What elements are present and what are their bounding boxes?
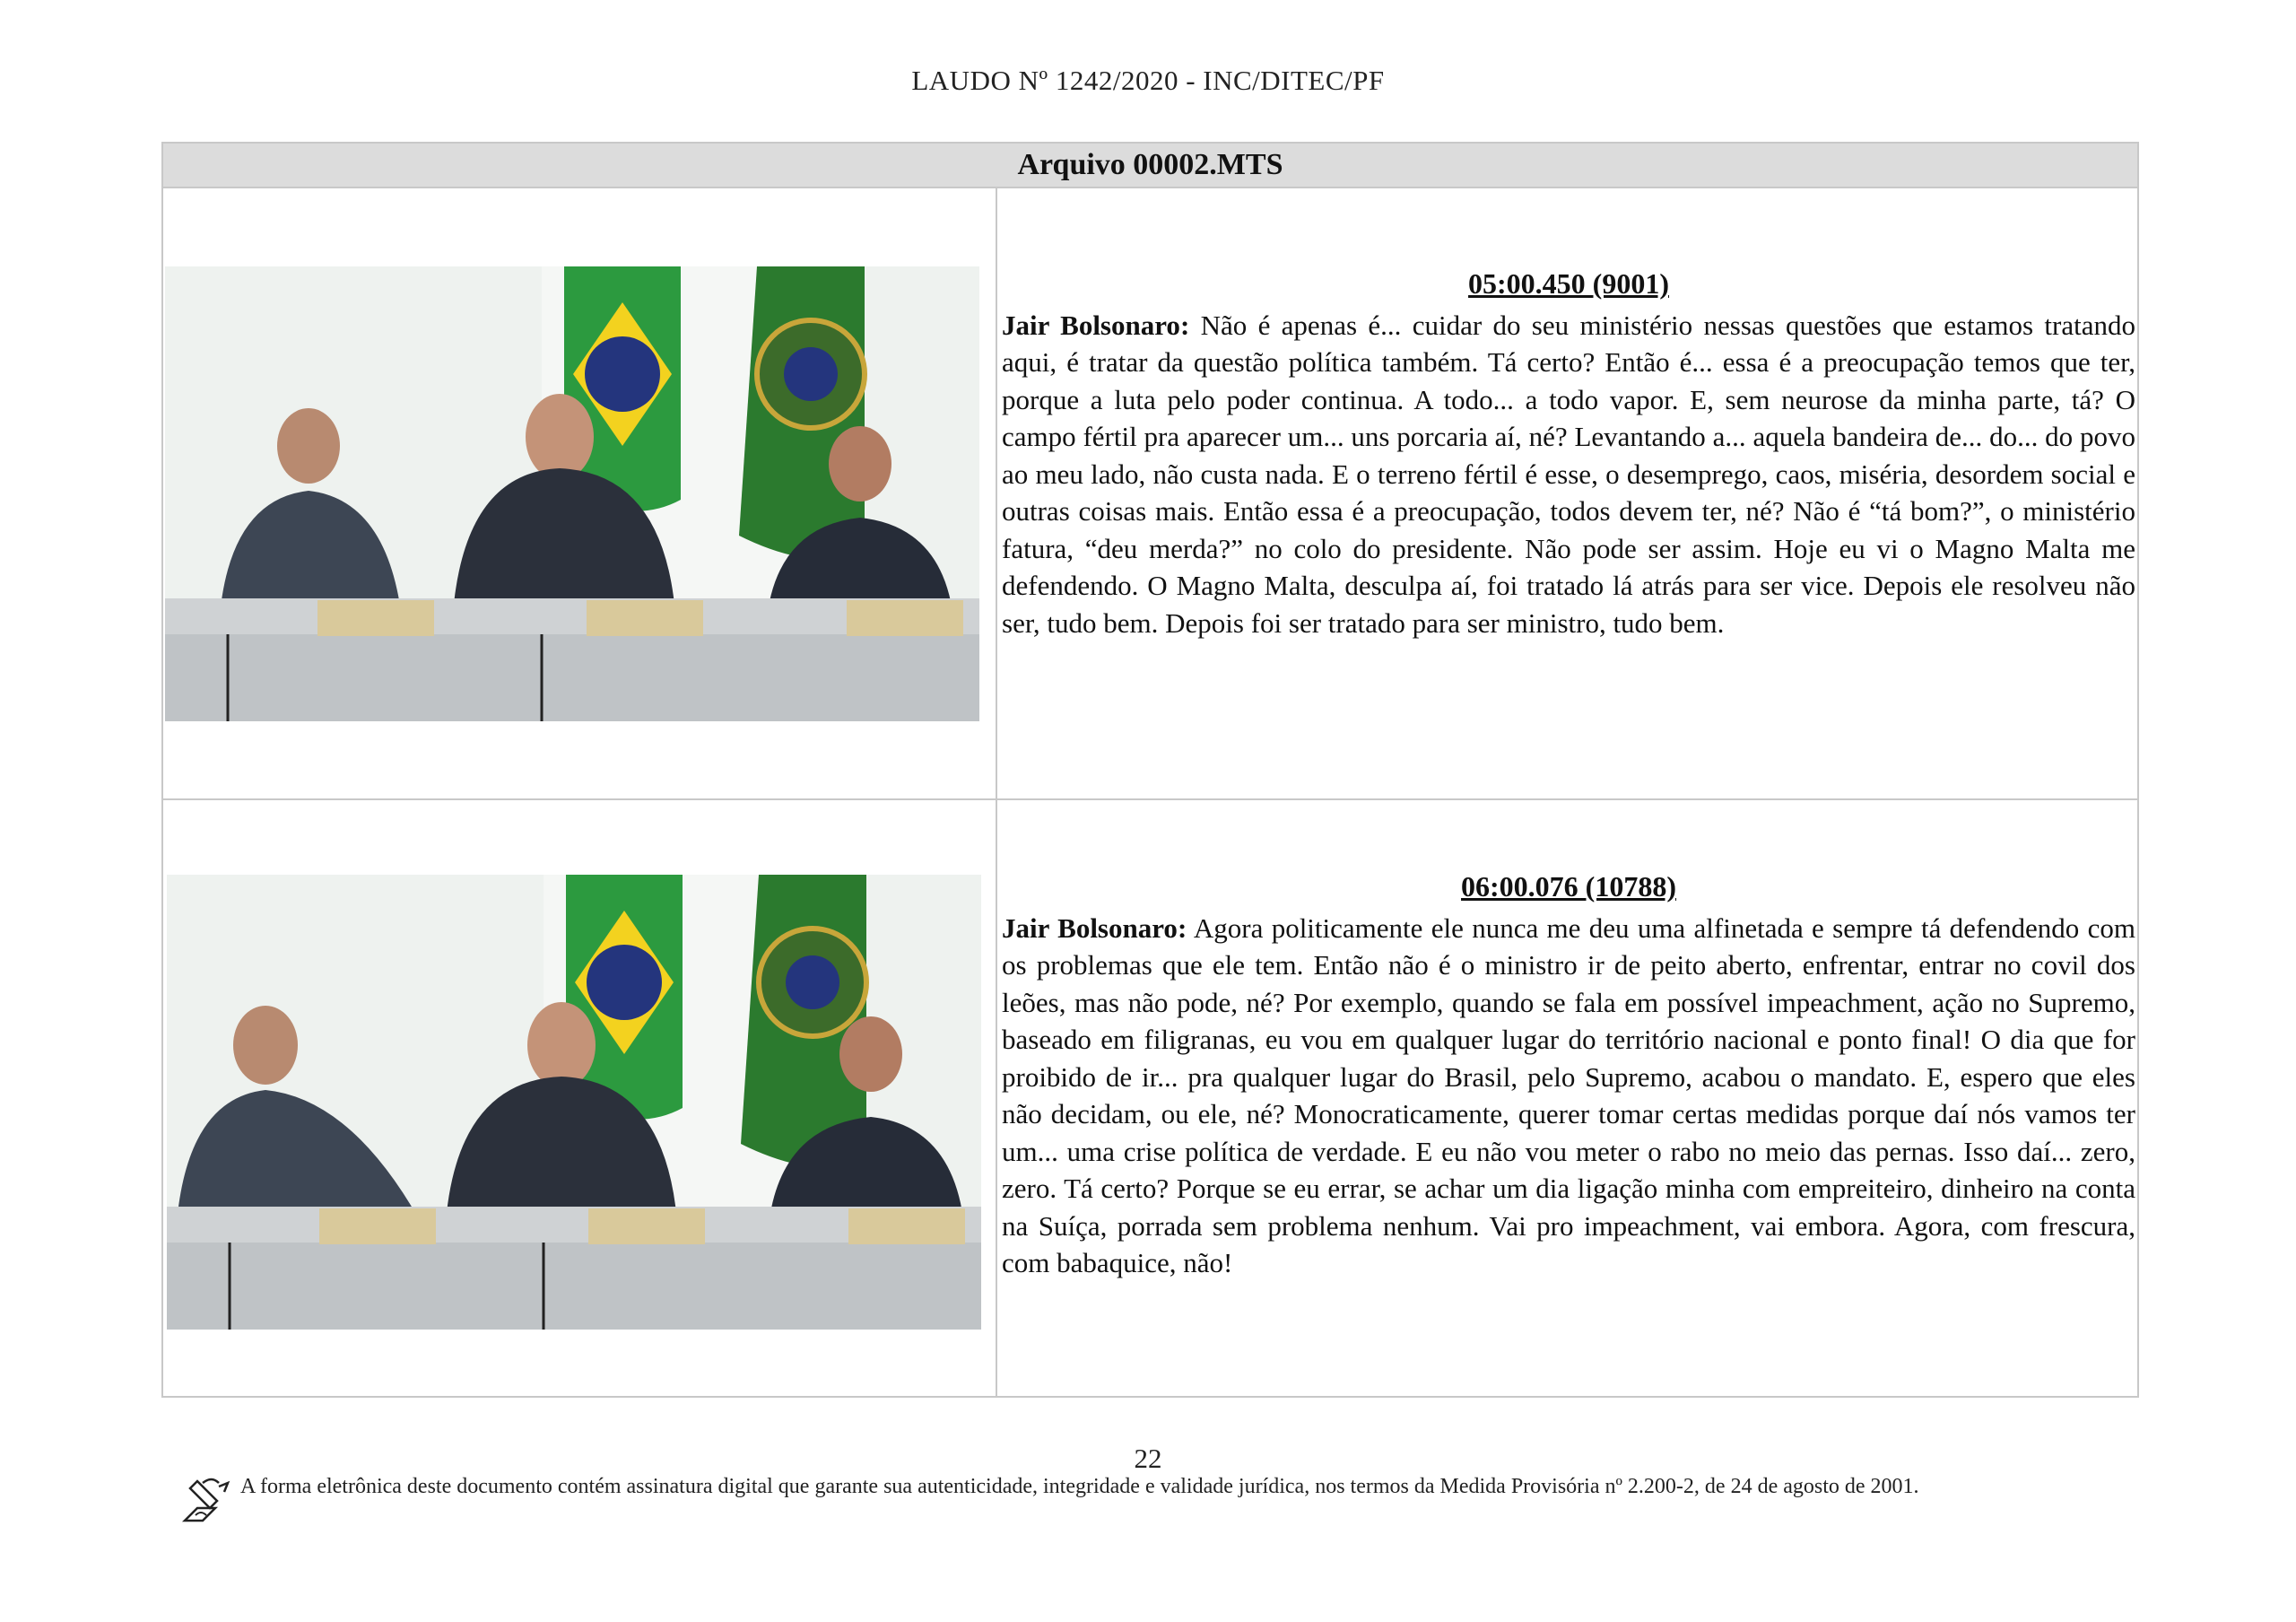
footer-text: A forma eletrônica deste documento contém assinatura digital que garante sua autenticidade, integridade e validade jurídica, nos termos da Medida Provisória nº 2.200-2, de 24 de agosto de 2001. (240, 1475, 1919, 1498)
transcript-text: Jair Bolsonaro: Agora politicamente ele nunca me deu uma alfinetada e sempre tá defendendo com os problemas que ele tem. Então não é o ministro ir de peito aberto, enfrentar, entrar no covil dos leões, mas não pode, né? Por exemplo, quando se fala em possível impeachment, ação no Supremo, baseado em filigranas, eu vou em qualquer lugar do território nacional e ponto final! O dia que for proibido de ir... pra qualquer lugar do Brasil, pelo Supremo, acabou o mandato. E, espero que eles não decidam, ou ele, né? Monocraticamente, querer tomar certas medidas porque daí nós vamos ter um... uma crise política de verdade. E eu não vou meter o rabo no meio das pernas. Isso daí... zero, zero. Tá certo? Porque se eu errar, se achar um dia ligação minha com empreiteiro, dinheiro na conta na Suíça, porrada sem problema nenhum. Vai pro impeachment, vai embora. Agora, com frescura, com babaquice, não! (1002, 911, 2135, 1278)
video-frame-photo-2 (167, 875, 981, 1330)
table-title: Arquivo 00002.MTS (163, 144, 2137, 188)
transcript-entry-1 (1002, 266, 2135, 641)
row-divider (163, 798, 2137, 800)
evidence-table (161, 142, 2139, 1398)
timecode: 05:00.450 (9001) (1468, 267, 1669, 300)
page-number: 22 (1134, 1443, 1162, 1474)
meeting-scene-illustration (165, 266, 979, 721)
speaker-name: Jair Bolsonaro (1002, 911, 1178, 944)
speech-text: Agora politicamente ele nunca me deu uma alfinetada e sempre tá defendendo com os problemas que ele tem. Então não é o ministro ir de peito aberto, enfrentar, entrar no covil dos leões, mas não pode, né? Por exemplo, quando se fala em possível impeachment, ação no Supremo, baseado em filigranas, eu vou em qualquer lugar do território nacional e ponto final! O dia que for proibido de ir... pra qualquer lugar do Brasil, pelo Supremo, acabou o mandato. E, espero que eles não decidam, ou ele, né? Monocraticamente, querer tomar certas medidas porque daí nós vamos ter um... uma crise política de verdade. E eu não vou meter o rabo no meio das pernas. Isso daí... zero, zero. Tá certo? Porque se eu errar, se achar um dia ligação minha com empreiteiro, dinheiro na conta na Suíça, porrada sem problema nenhum. Vai pro impeachment, vai embora. Agora, com frescura, com babaquice, não! (1002, 911, 2135, 1278)
column-divider (996, 187, 997, 1396)
timecode: 06:00.076 (10788) (1461, 870, 1676, 903)
speech-text: Não é apenas é... cuidar do seu ministério nessas questões que estamos tratando aqui, é tratar da questão política também. Tá certo? Então é... essa é a preocupação temos que ter, porque a luta pelo poder continua. A todo... a todo vapor. E, sem neurose da minha parte, tá? O campo fértil pra aparecer um... uns porcaria aí, né? Levantando a... aquela bandeira de... do... do povo ao meu lado, não custa nada. E o terreno fértil é esse, o desemprego, caos, miséria, desordem social e outras coisas mais. Então essa é a preocupação, todos devem ter, né? Não é “tá bom?”, o ministério fatura, “deu merda?” no colo do presidente. Não pode ser assim. Hoje eu vi o Magno Malta me defendendo. O Magno Malta, desculpa aí, foi tratado lá atrás para ser vice. Depois ele resolveu não ser, tudo bem. Depois foi ser tratado para ser ministro, tudo bem. (1002, 309, 2136, 639)
transcript-text: Jair Bolsonaro: Não é apenas é... cuidar do seu ministério nessas questões que estamos tratando aqui, é tratar da questão política também. Tá certo? Então é... essa é a preocupação temos que ter, porque a luta pelo poder continua. A todo... a todo vapor. E, sem neurose da minha parte, tá? O campo fértil pra aparecer um... uns porcaria aí, né? Levantando a... aquela bandeira de... do... do povo ao meu lado, não custa nada. E o terreno fértil é esse, o desemprego, caos, miséria, desordem social e outras coisas mais. Então essa é a preocupação, todos devem ter, né? Não é “tá bom?”, o ministério fatura, “deu merda?” no colo do presidente. Não pode ser assim. Hoje eu vi o Magno Malta me defendendo. O Magno Malta, desculpa aí, foi tratado lá atrás para ser vice. Depois ele resolveu não ser, tudo bem. Depois foi ser tratado para ser ministro, tudo bem. (1002, 309, 2136, 639)
speaker-name: Jair Bolsonaro (1002, 309, 1180, 341)
digital-signature-icon (179, 1474, 233, 1528)
transcript-entry-2 (1002, 868, 2135, 1282)
document-header: LAUDO Nº 1242/2020 - INC/DITEC/PF (911, 65, 1385, 96)
meeting-scene-illustration (167, 875, 981, 1330)
video-frame-photo-1 (165, 266, 979, 721)
